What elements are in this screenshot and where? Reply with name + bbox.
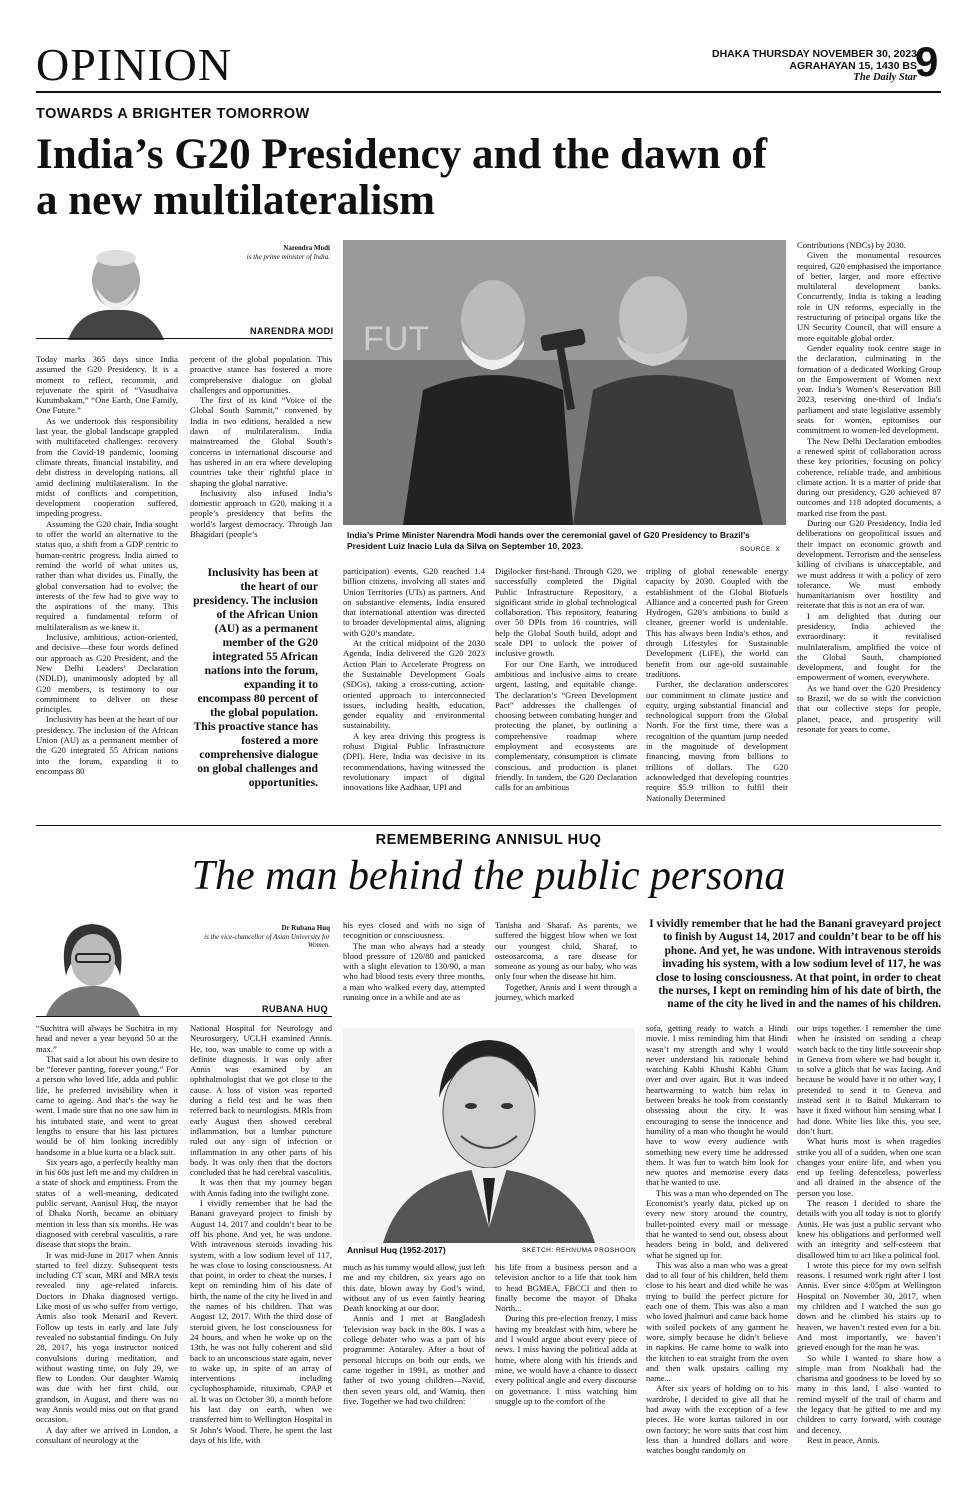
story2-col4-para: During this pre-election frenzy, I miss having my breakfast with him, where he and I would argue about every piece of news. I miss having the political adda at home, where along with his friends and mine, we would have a chance to dissect every political angle and every discourse on governance. I miss watching him snuggle up to the comfort of the: [495, 1313, 637, 1406]
story2-column-6: [797, 1023, 941, 1445]
story2-col6-para: The reason I decided to share the details with you all today is not to glorify Annis. He was just a public servant who knew his obligations and performed well with an integrity and self-esteem that disallowed him to act like a political fool.: [797, 1198, 941, 1260]
story2-kicker: REMEMBERING ANNISUL HUQ: [375, 832, 602, 848]
story1-column-4: [495, 566, 637, 793]
story1-author-name: Narendra Modi: [283, 244, 330, 252]
story1-column-6: [797, 240, 941, 734]
story2-col5-para: After six years of holding on to his wardrobe, I decided to give all that he had away with the exception of a few pieces. He wore kurtas tailored in our own factory; he wore suits that cost him less than a hundred dollars and wore watches bought randomly on: [646, 1383, 788, 1456]
story2-column-4: [495, 1262, 637, 1406]
story1-author-desc: is the prime minister of India.: [246, 252, 330, 261]
story1-col6-para: The New Delhi Declaration embodies a renewed spirit of collaboration across these key priorities, focusing on policy coherence, reliable trade, and ambitious climate action. It is a matter of pride that during our presidency, G20 achieved 87 outcomes and 118 adopted documents, a marked rise from the past.: [797, 435, 941, 518]
page-number: 9: [915, 38, 939, 85]
story1-col4-para: Digilocker first-hand. Through G20, we successfully completed the Digital Public Infrastructure Repository, a significant stride in global technological collaboration. This repository, featuring over 50 DPIs from 16 countries, will help the Global South build, adopt and scale DPI to unlock the power of inclusive growth.: [495, 566, 637, 659]
story2-col5-para: This was also a man who was a great dad to all four of his children, held them close to his heart and died while he was trying to build the perfect picture for each one of them. This was also a man who loved jhalmuri and came back home with soiled pockets of any garment he wore, simply because he didn’t believe in napkins. He came home to walk into the kitchen to eat straight from the oven and then walk upstairs calling my name...: [646, 1259, 788, 1384]
masthead-rule: [36, 91, 941, 93]
story1-col6-para: I am delighted that during our presidency, India achieved the extraordinary: it revitalised multilateralism, amplified the voice of the Global South, championed development, and fought for the empowerment of women, everywhere.: [797, 610, 941, 683]
story2-author-note: [200, 924, 330, 950]
story2-col6-para: I wrote this piece for my own selfish reasons. I resumed work right after I lost Annis. Ever since 4:05pm at Wellington Hospital on November 30, 2017, when my children and I watched the sun go down and he climbed his stairs up to heaven, we haven’t rested even for a bit. And most importantly, we haven’t grieved enough for the man he was.: [797, 1259, 941, 1353]
story1-col1-para: As we undertook this responsibility last year, the global landscape grappled with multifaceted challenges: recovery from the Covid-19 pandemic, looming climate threats, financial instability, and debt distress in developing nations, all amid declining multilateralism. In the midst of conflicts and competition, development cooperation suffered, impeding progress.: [36, 415, 178, 519]
story1-column-3: [343, 566, 485, 793]
byline-rule: [36, 338, 332, 339]
story1-col6-para: As we hand over the G20 Presidency to Brazil, we do so with the conviction that our collective steps for people, planet, peace, and prosperity will resonate for years to come.: [797, 682, 941, 734]
story2-author-desc: is the vice-chancellor of Asian University for Women.: [204, 932, 330, 949]
story1-col6-para: Gender equality took centre stage in the declaration, culminating in the formation of a dedicated Working Group on the Empowerment of Women next year. India’s Women’s Reservation Bill 2023, reserving one-third of India’s parliament and state legislative assembly seats for women, epitomises our commitment to women-led development.: [797, 342, 941, 436]
story-divider: [36, 825, 941, 826]
story1-col1-para: Assuming the G20 chair, India sought to offer the world an alternative to the status quo, a shift from a GDP centric to human-centric progress. India aimed to remind the world of what unites us, rather than what divides us. Finally, the global conversation had to evolve; the interests of the few had to give way to the aspirations of the many. This required a fundamental reform of multilateralism as we knew it.: [36, 518, 178, 632]
story2-col6-para: our trips together. I remember the time when he insisted on sending a cheap watch back to the tiny little souvenir shop in Geneva from where we had bought it, to solve a glitch that he was facing. And because he would have it no other way, I pretended to send it to Geneva and instead sent it to Baitul Mukarram to have it fixed without him sensing what I had done. White lies like this, you see, don’t hurt.: [797, 1023, 941, 1136]
story2-top2-para: Tanisha and Sharaf. As parents, we suffered the biggest blow when we lost our youngest child, Sharaf, to osteosarcoma, a rare disease for someone as young as our baby, who was only four when the disease hit him.: [495, 920, 637, 982]
g20-photo-caption: India’s Prime Minister Narendra Modi hands over the ceremonial gavel of G20 Presidency to Brazil’s President Luiz Inacio Lula da Silva on September 10, 2023.: [347, 530, 750, 551]
story2-byline: RUBANA HUQ: [262, 1004, 329, 1014]
g20-photo-source: SOURCE: X: [740, 546, 781, 553]
story2-col6-para: So while I wanted to share how a simple man from Noakhali had the charisma and goodness to be loved by so many in this land, I also wanted to remind myself of the trail of charm and the legacy that he gifted to me and my children to carry forward, with courage and decency.: [797, 1352, 941, 1435]
story2-col1-para: It was mid-June in 2017 when Annis started to feel dizzy. Subsequent tests including CT scan, MRI and MRA tests revealed tiny age-related infarcts. Doctors in Dhaka diagnosed vertigo. Like most of us who suffer from vertigo, Annis also took Menaril and Revert. Follow up tests in early and late July revealed no substantial findings. On July 28, 2017, his yoga instructor noticed convulsions during meditation, and without wasting time, on July 29, we flew to London. Our daughter Wamiq was due with her first child, our grandson, in August, and there was no way Annis would miss out on that grand occasion.: [36, 1249, 178, 1425]
story2-col2-para: National Hospital for Neurology and Neurosurgery, UCLH examined Annis. He, too, was unable to come up with a definite diagnosis. It was only after Annis was examined by an ophthalmologist that we got close to the cause. A loss of vision was reported during a field test and he was then referred back to neurologists. MRIs from early August then showed cerebral inflammation, but a lumbar puncture ruled out any sign of infection or inflammation in any other parts of his body. It was only then that the doctors concluded that he had cerebral vasculitis.: [190, 1023, 332, 1178]
story1-col2-para: percent of the global population. This proactive stance has fostered a more comprehensive dialogue on global challenges and opportunities.: [190, 354, 332, 395]
story1-headline: India’s G20 Presidency and the dawn of a new multilateralism: [36, 131, 768, 224]
story2-pullquote: I vividly remember that he had the Banani graveyard project to finish by August 14, 2017 and couldn’t bear to be off his phone. And yet, he was undone. With intravenous steroids invading his system, with a low sodium level of 117, he was close to losing consciousness. At that point, in order to cheat the nurses, I kept on reminding him of his date of birth, the name of the city he lived in and the names of his children.: [649, 918, 941, 1011]
story2-col5-para: This was a man who depended on The Economist’s yearly data, picked up on every new story around the country, bullet-pointed every mail or message that he wanted to send out, obsess about headers being in bold, and delivered what he signed up for.: [646, 1187, 788, 1260]
story1-col3-para: participation) events, G20 reached 1.4 billion citizens, involving all states and Union Territories (UTs) as partners. And on substantive elements, India ensured that international attention was directed to broader developmental aims, aligning with G20’s mandate.: [343, 566, 485, 638]
story1-col4-para: For our One Earth, we introduced ambitious and inclusive aims to create urgent, lasting, and equitable change. The declaration’s “Green Development Pact” addresses the challenges of choosing between combating hunger and protecting the planet, by outlining a comprehensive roadmap where employment and ecosystems are complementary, consumption is climate conscious, and production is planet friendly. In tandem, the G20 Declaration calls for an ambitious: [495, 658, 637, 793]
story1-col6-para: Contributions (NDCs) by 2030.: [797, 240, 906, 250]
svg-text:FUT: FUT: [363, 320, 430, 358]
sketch-source: SKETCH: REHNUMA PROSHOON: [522, 1247, 637, 1254]
story1-col6-para: Given the monumental resources required, G20 emphasised the importance of better, larger, and more effective multilateral development banks. Concurrently, India is taking a leading role in UN reforms, especially in the restructuring of principal organs like the UN Security Council, that will ensure a more equitable global order.: [797, 250, 941, 343]
story2-col4-para: his life from a business person and a television anchor to a life that took him to head BGMEA, FBCCI and then to finally become the mayor of Dhaka North...: [495, 1262, 637, 1314]
story2-column-3: [343, 1262, 485, 1406]
story2-headline: The man behind the public persona: [191, 853, 786, 899]
story2-top1-para: his eyes closed and with no sign of recognition or consciousness.: [343, 920, 485, 941]
annisul-sketch: [343, 1028, 635, 1243]
story2-top1-para: The man who always had a steady blood pressure of 120/80 and panicked with a slight elevation to 130/90, a man who had blood tests every three months, a man who walked every day, attempted running once in a while and ate as: [343, 940, 485, 1003]
story1-col6-para: During our G20 Presidency, India led deliberations on geopolitical issues and their impact on economic growth and development. Terrorism and the senseless killing of civilians is unacceptable, and we must address it with a policy of zero tolerance. We must embody humanitarianism over hostility and reiterate that this is not an era of war.: [797, 518, 941, 611]
story1-col1-para: Inclusive, ambitious, action-oriented, and decisive—these four words defined our approach as G20 President, and the New Delhi Leaders’ Declaration (NDLD), unanimously adopted by all G20 members, is testimony to our commitment to deliver on these principles.: [36, 632, 178, 715]
story2-col1-para: That said a lot about his own desire to be “forever panting, forever young.” For a person who loved life, adda and public life, he preferred invisibility when it came to ageing. And that’s the way he went. I made sure that no one saw him in his intubated state, and went to great lengths to ensure that his last pictures would be of him looking incredibly handsome in a blue kurta or a black suit.: [36, 1053, 178, 1157]
story1-col3-para: At the critical midpoint of the 2030 Agenda, India delivered the G20 2023 Action Plan to Accelerate Progress on the Sustainable Development Goals (SDGs), taking a cross-cutting, action-oriented approach to interconnected issues, including health, education, gender equality and environmental sustainability.: [343, 638, 485, 731]
dateline-date: DHAKA THURSDAY NOVEMBER 30, 2023: [711, 48, 917, 60]
story1-column-5: [646, 566, 788, 803]
story2-col6-para: Rest in peace, Annis.: [807, 1434, 880, 1445]
story2-col1-para: Six years ago, a perfectly healthy man in his 60s just left me and my children in a state of shock and emptiness. From the status of a well-meaning, dedicated public servant, Annisul Huq, the mayor of Dhaka North, became an obituary mention in less than six months. He was diagnosed with cerebral vasculitis, a rare disease that stops the brain.: [36, 1156, 178, 1250]
dateline-bangla-date: AGRAHAYAN 15, 1430 BS: [789, 60, 917, 72]
story1-col2-para: Inclusivity also infused India’s domestic approach to G20, making it a people’s presidency that befits the world’s largest democracy. Through Jan Bhagidari (people’s: [190, 487, 332, 540]
section-title: OPINION: [36, 39, 233, 90]
story1-byline: NARENDRA MODI: [250, 326, 334, 336]
story1-pullquote: Inclusivity has been at the heart of our presidency. The inclusion of the African Union (AU) as a permanent member of the G20 integrated 55 African nations into the forum, expanding it to encompass 80 percent of the global population. This proactive stance has fostered a more comprehensive dialogue on global challenges and opportunities.: [193, 566, 318, 789]
byline2-rule: [36, 1016, 332, 1017]
sketch-caption: Annisul Huq (1952-2017): [347, 1245, 446, 1255]
story2-col3-para: Annis and I met at Bangladesh Television way back in the 80s. I was a college debater who was a part of his programme: Antaraley. After a bout of personal hiccups on both our ends, we came together in 1991, as mother and father of two young children—Navid, then seven years old, and Wamiq, then five. Together we had two children:: [343, 1313, 485, 1406]
story1-col1-para: Inclusivity has been at the heart of our presidency. The inclusion of the African Union (AU) as a permanent member of the G20 integrated 55 African nations into the forum, expanding it to encompass 80: [36, 714, 178, 776]
story2-col3-para: much as his tummy would allow, just left me and my children, six years ago on this date, blown away by God’s wind, without any of us even faintly hearing Death knocking at our door.: [343, 1262, 485, 1314]
modi-headshot: [60, 240, 170, 340]
story2-top-column-2: [495, 920, 637, 1002]
story1-col3-para: A key area driving this progress is robust Digital Public Infrastructure (DPI). Here, India was decisive in its recommendations, having witnessed the revolutionary impact of digital innovations like Aadhaar, UPI and: [343, 730, 485, 793]
rubana-headshot: [36, 916, 146, 1016]
story1-col5-para: tripling of global renewable energy capacity by 2030. Coupled with the establishment of the Global Biofuels Alliance and a concerted push for Green Hydrogen, G20’s ambitions to build a cleaner, greener world is undeniable. This has always been India’s ethos, and through Lifestyles for Sustainable Development (LiFE), the world can benefit from our age-old sustainable traditions.: [646, 566, 788, 679]
story2-column-1: [36, 1023, 178, 1445]
story1-col2-para: The first of its kind “Voice of the Global South Summit,” convened by India in two editions, heralded a new dawn of multilateralism. India mainstreamed the Global South’s concerns in international discourse and has ushered in an era where developing countries take their rightful place in shaping the global narrative.: [190, 395, 332, 488]
story1-column-1: [36, 354, 178, 776]
g20-gavel-photo: [343, 240, 786, 525]
paper-name: The Daily Star: [853, 72, 917, 83]
story2-top2-para: Together, Annis and I went through a journey, which marked: [495, 981, 637, 1003]
story2-top-column-1: [343, 920, 485, 1002]
story2-col2-para: It was then that my journey began with Annis fading into the twilight zone.: [190, 1177, 332, 1198]
story2-author-name: Dr Rubana Huq: [281, 924, 330, 932]
story1-col5-para: Further, the declaration underscores our commitment to climate justice and equity, urging substantial financial and technological support from the Global North. For the first time, there was a recognition of the quantum jump needed in the magnitude of development financing, moving from billions to trillions of dollars. The G20 acknowledged that developing countries require $5.9 trillion to fulfil their Nationally Determined: [646, 679, 788, 803]
story2-col1-para: A day after we arrived in London, a consultant of neurology at the: [36, 1424, 178, 1445]
story2-column-5: [646, 1023, 788, 1455]
dateline: [712, 48, 917, 84]
story1-kicker: TOWARDS A BRIGHTER TOMORROW: [36, 106, 310, 122]
story2-col6-para: What hurts most is when tragedies strike you all of a sudden, when one scan changes your entire life, and when you end up feeling defenceless, powerless and all drained in the absence of the person you lose.: [797, 1136, 941, 1198]
story1-col1-para: Today marks 365 days since India assumed the G20 Presidency. It is a moment to reflect, recommit, and rejuvenate the spirit of “Vasudhaiva Kutumbakam,” “One Earth, One Family, One Future.”: [36, 354, 178, 416]
story1-column-2: [190, 354, 332, 539]
story1-author-note: [200, 244, 330, 261]
story2-column-2: [190, 1023, 332, 1445]
story2-col5-para: sofa, getting ready to watch a Hindi movie. I miss reminding him that Hindi wasn’t my strength and why I would never understand his rationale behind watching Kabhi Khushi Kabhi Gham over and over again. But it was indeed heartwarming to watch him relax in between breaks he took from constantly obsessing about the city. It was encouraging to sense the innocence and humility of a man who thought he would have to wow every audience with something new every time he addressed them. It was fun to watch him look for new quotes and memorise every data that he wanted to use.: [646, 1023, 788, 1188]
story2-col1-para: “Suchitra will always be Suchitra in my head and never a year beyond 50 at the max.”: [36, 1023, 178, 1054]
story2-col2-para: I vividly remember that he had the Banani graveyard project to finish by August 14, 2017 and couldn’t bear to be off his phone. And yet, he was undone. With intravenous steroids invading his system, with a low sodium level of 117, he was close to losing consciousness. At that point, in order to cheat the nurses, I kept on reminding him of his date of birth, the name of the city he lived in and the names of his children. That was August 12, 2017. With the third dose of steroid given, he lost consciousness for 24 hours, and when he woke up on the 13th, he was not fully coherent and slid back to an unconscious state again, never to wake up, in spite of an array of interventions including cyclophosphamide, rituximab, CPAP et al. It was on October 30, a month before his last day on earth, when we transferred him to Wellington Hospital in St John’s Wood. There, he spent the last days of his life, with: [190, 1198, 332, 1445]
